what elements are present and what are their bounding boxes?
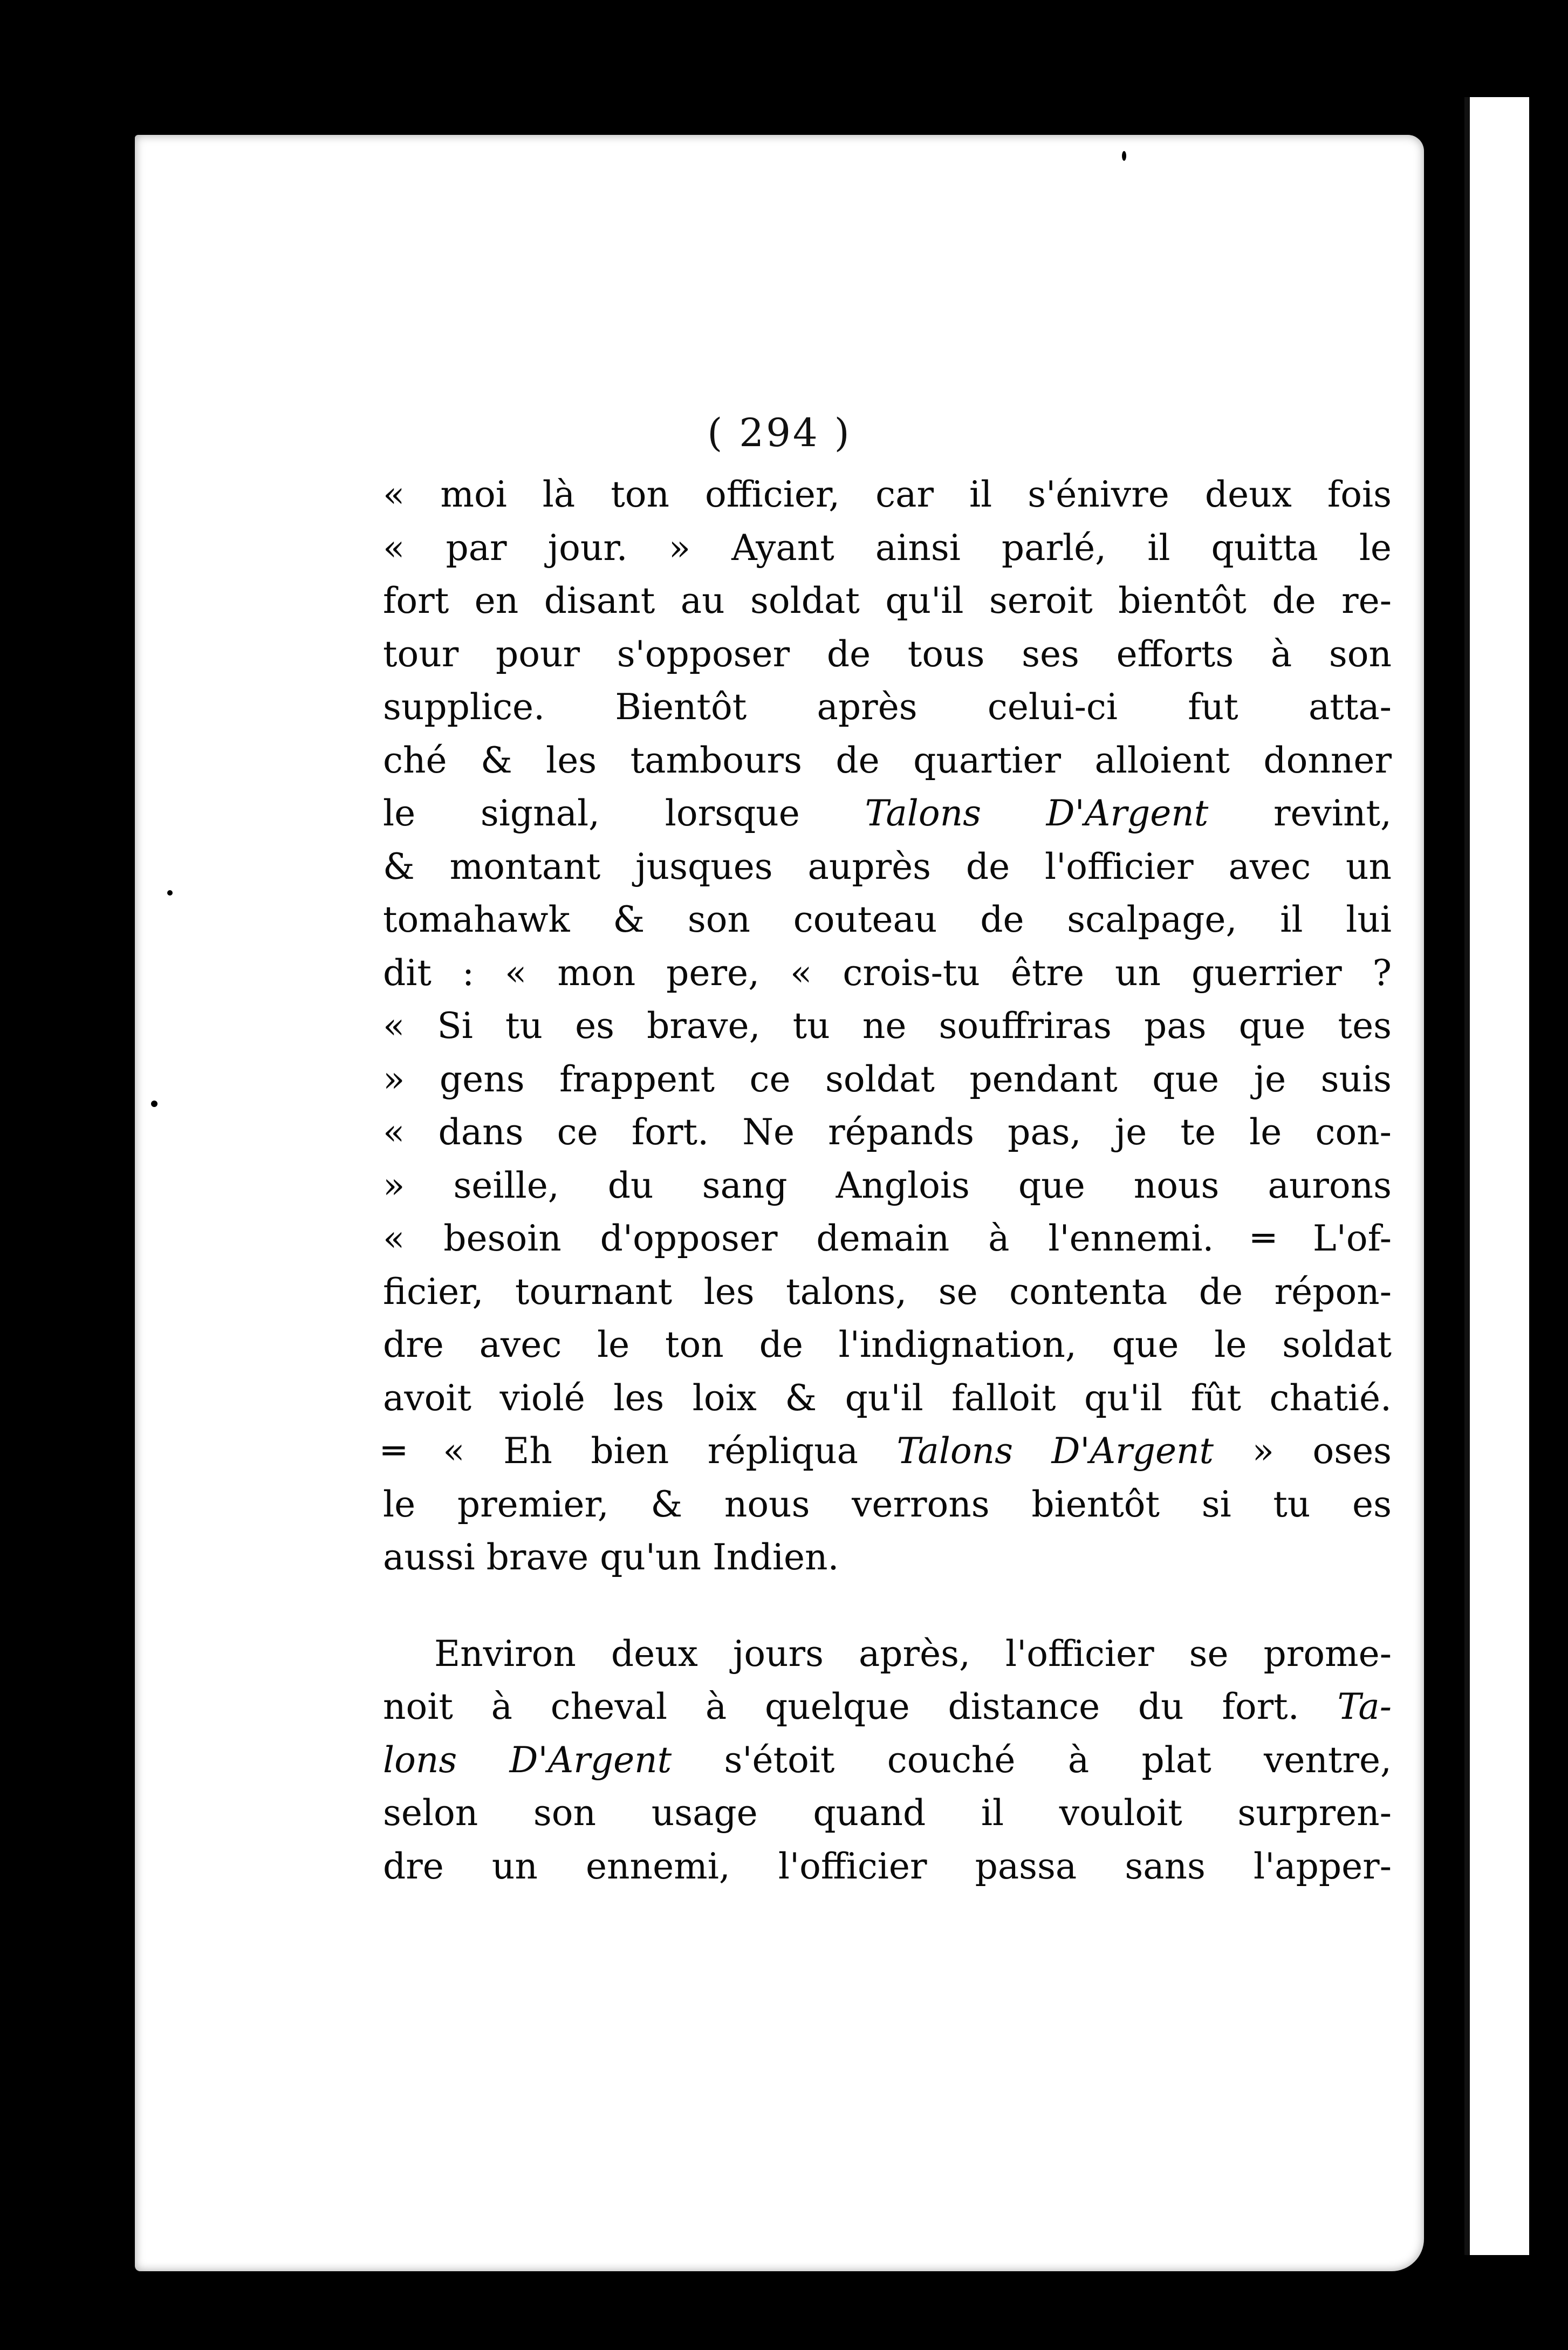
scan-speck — [167, 890, 173, 896]
body-text — [383, 468, 1392, 1893]
italic-name: lons D'Argent — [383, 1739, 672, 1781]
text-line: « par jour. » Ayant ainsi parlé, il quitta le — [383, 527, 1392, 569]
text-line: ché & les tambours de quartier alloient donner — [383, 739, 1392, 781]
text-line: supplice. Bientôt après celui-ci fut atta- — [383, 686, 1392, 728]
paragraph — [383, 1628, 1392, 1894]
text-line — [383, 1734, 1392, 1787]
text-line: « besoin d'opposer demain à l'ennemi. ═ L'of- — [383, 1218, 1392, 1259]
text-line: aussi brave qu'un Indien. — [383, 1536, 839, 1578]
paragraph-gap — [383, 1584, 1392, 1628]
text-line: « dans ce fort. Ne répands pas, je te le con- — [383, 1111, 1392, 1153]
text-line: ficier, tournant les talons, se contenta de répon- — [383, 1270, 1392, 1313]
paragraph — [383, 468, 1392, 1584]
text-line: dit : « mon pere, « crois-tu être un guerrier ? — [383, 952, 1392, 994]
scan-speck — [1122, 151, 1126, 161]
text-segment: revint, — [1208, 793, 1392, 834]
text-line: » gens frappent ce soldat pendant que je suis — [383, 1058, 1392, 1100]
adjacent-page-edge — [1464, 97, 1529, 2255]
italic-name: Talons D'Argent — [896, 1430, 1214, 1472]
text-segment: le signal, lorsque — [383, 793, 865, 834]
text-line: fort en disant au soldat qu'il seroit bientôt de re- — [383, 580, 1392, 621]
text-segment: » oses — [1214, 1430, 1392, 1472]
text-line: dre un ennemi, l'officier passa sans l'apper- — [383, 1845, 1392, 1887]
text-line: Environ deux jours après, l'officier se prome- — [434, 1632, 1392, 1675]
text-line — [383, 787, 1392, 841]
text-line: « moi là ton officier, car il s'énivre deux fois — [383, 474, 1392, 515]
text-line: tour pour s'opposer de tous ses efforts à son — [383, 633, 1392, 675]
text-segment: noit à cheval à quelque distance du fort. — [383, 1686, 1338, 1727]
scan-speck — [124, 793, 132, 801]
book-page — [135, 135, 1424, 2271]
text-line: tomahawk & son couteau de scalpage, il lui — [383, 899, 1392, 940]
text-line: dre avec le ton de l'indignation, que le soldat — [383, 1324, 1392, 1365]
text-line: « Si tu es brave, tu ne souffriras pas que tes — [383, 1005, 1392, 1047]
text-line: selon son usage quand il vouloit surpren- — [383, 1792, 1392, 1834]
text-line: » seille, du sang Anglois que nous aurons — [383, 1164, 1392, 1206]
italic-name: Ta- — [1337, 1686, 1392, 1727]
text-line: le premier, & nous verrons bientôt si tu es — [383, 1483, 1392, 1525]
text-line: & montant jusques auprès de l'officier avec un — [383, 845, 1392, 887]
text-line — [383, 1425, 1392, 1478]
italic-name: Talons D'Argent — [865, 793, 1209, 834]
text-line — [383, 1680, 1392, 1734]
text-line: avoit violé les loix & qu'il falloit qu'il fût chatié. — [383, 1377, 1392, 1419]
page-number: ( 294 ) — [707, 410, 852, 455]
text-segment: s'étoit couché à plat ventre, — [672, 1739, 1392, 1781]
text-segment: ═ « Eh bien répliqua — [383, 1430, 897, 1472]
scan-speck — [151, 1101, 158, 1107]
